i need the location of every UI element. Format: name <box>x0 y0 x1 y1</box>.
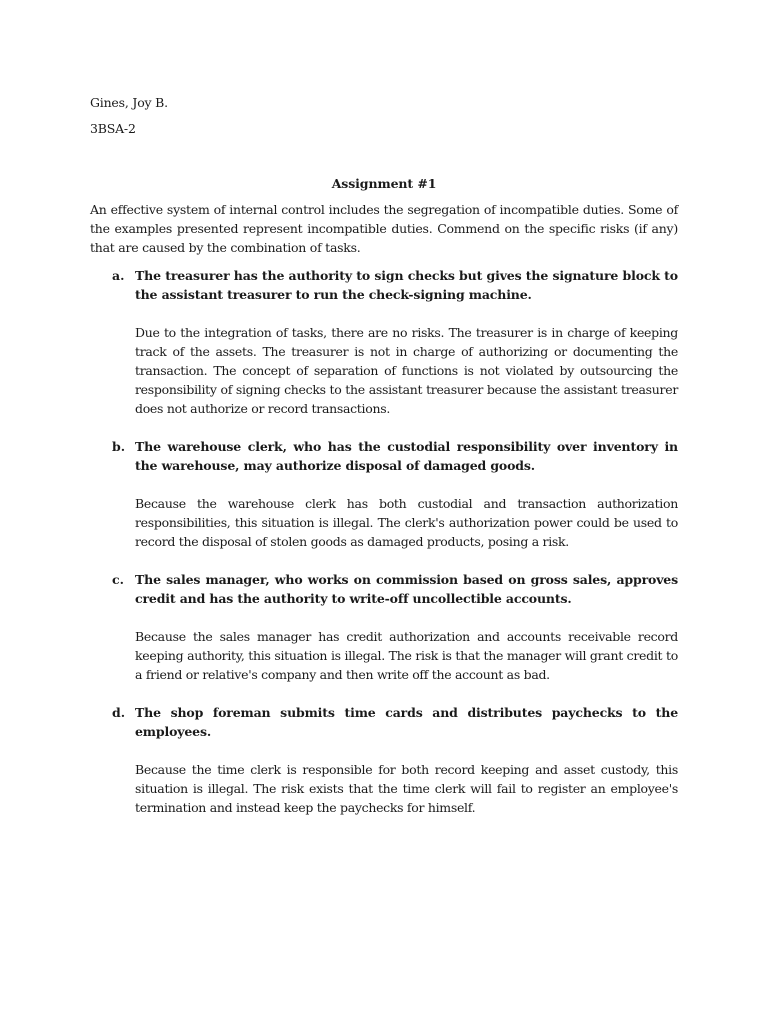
question-item-b <box>90 437 678 551</box>
intro-paragraph: An effective system of internal control includes the segregation of incompatible duties. Some of the examples presented represent incompatible duties. Commend on the specific risks (if any) that are caused by the combination of tasks. <box>90 202 678 255</box>
document-title: Assignment #1 <box>331 176 437 191</box>
item-answer: Because the warehouse clerk has both custodial and transaction authorization responsibilities, this situation is illegal. The clerk's authorization power could be used to record the disposal of stolen goods as damaged products, posing a risk. <box>135 496 678 549</box>
question-item-d <box>90 703 678 817</box>
item-answer: Because the sales manager has credit authorization and accounts receivable record keeping authority, this situation is illegal. The risk is that the manager will grant credit to a friend or relative's company and then write off the account as bad. <box>135 629 678 682</box>
item-question: The sales manager, who works on commission based on gross sales, approves credit and has the authority to write-off uncollectible accounts. <box>135 572 678 606</box>
item-marker: d. <box>112 705 126 720</box>
item-answer: Because the time clerk is responsible for both record keeping and asset custody, this situation is illegal. The risk exists that the time clerk will fail to register an employee's termination and instead keep the paychecks for himself. <box>135 762 678 815</box>
item-marker: b. <box>112 439 126 454</box>
question-item-c <box>90 570 678 684</box>
question-item-a <box>90 266 678 418</box>
item-question: The shop foreman submits time cards and distributes paychecks to the employees. <box>135 705 678 739</box>
item-marker: a. <box>112 268 125 283</box>
item-question: The warehouse clerk, who has the custodial responsibility over inventory in the warehouse, may authorize disposal of damaged goods. <box>135 439 678 473</box>
item-answer: Due to the integration of tasks, there are no risks. The treasurer is in charge of keeping track of the assets. The treasurer is not in charge of authorizing or documenting the transaction. The concept of separation of functions is not violated by outsourcing the responsibility of signing checks to the assistant treasurer because the assistant treasurer does not authorize or record transactions. <box>135 325 678 416</box>
author-name: Gines, Joy B. <box>90 95 168 110</box>
document-page <box>90 93 678 817</box>
author-section: 3BSA-2 <box>90 121 136 136</box>
item-question: The treasurer has the authority to sign checks but gives the signature block to the assistant treasurer to run the check-signing machine. <box>135 268 678 302</box>
question-list <box>90 266 678 817</box>
item-marker: c. <box>112 572 124 587</box>
